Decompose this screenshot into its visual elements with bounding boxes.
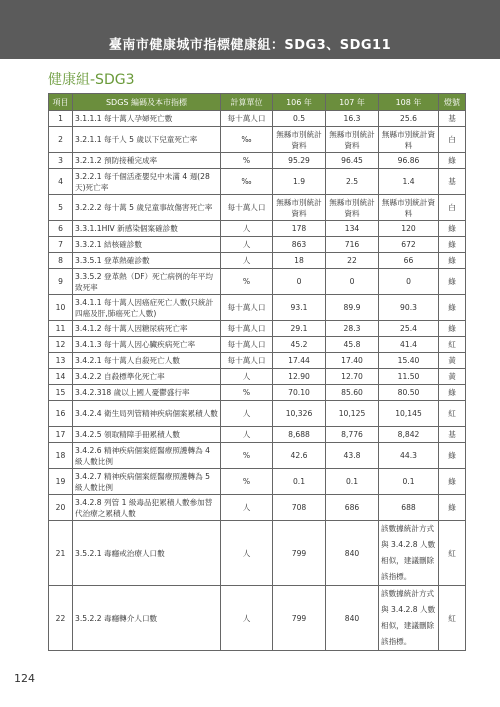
unit-cell: 每十萬人口 — [221, 321, 273, 337]
year-108-cell: 80.50 — [379, 385, 439, 401]
year-108-cell: 11.50 — [379, 369, 439, 385]
row-number: 7 — [49, 237, 73, 253]
table-row — [49, 521, 466, 586]
row-number: 14 — [49, 369, 73, 385]
indicator-cell: 3.2.1.1 每千人 5 歲以下兒童死亡率 — [73, 127, 221, 153]
year-108-cell: 25.6 — [379, 111, 439, 127]
signal-cell: 綠 — [439, 495, 466, 521]
indicator-cell: 3.4.2.6 精神疾病個案經醫療照護轉為 4 級人數比例 — [73, 443, 221, 469]
table-row — [49, 127, 466, 153]
signal-cell: 綠 — [439, 295, 466, 321]
row-number: 3 — [49, 153, 73, 169]
year-107-cell: 10,125 — [326, 401, 379, 427]
row-number: 21 — [49, 521, 73, 586]
table-row — [49, 295, 466, 321]
signal-cell: 綠 — [439, 221, 466, 237]
table-row — [49, 337, 466, 353]
year-107-cell: 686 — [326, 495, 379, 521]
row-number: 15 — [49, 385, 73, 401]
signal-cell: 綠 — [439, 385, 466, 401]
signal-cell: 紅 — [439, 586, 466, 651]
row-number: 10 — [49, 295, 73, 321]
indicator-cell: 3.3.5.2 登革熱（DF）死亡病例的年平均致死率 — [73, 269, 221, 295]
year-107-cell: 840 — [326, 521, 379, 586]
signal-cell: 綠 — [439, 237, 466, 253]
unit-cell: 人 — [221, 237, 273, 253]
page-title: 臺南市健康城市指標健康組：SDG3、SDG11 — [108, 38, 392, 53]
unit-cell: 人 — [221, 521, 273, 586]
table-row — [49, 153, 466, 169]
unit-cell: 每十萬人口 — [221, 295, 273, 321]
row-number: 8 — [49, 253, 73, 269]
unit-cell: % — [221, 469, 273, 495]
year-107-cell: 89.9 — [326, 295, 379, 321]
table-row — [49, 237, 466, 253]
indicator-table — [48, 93, 466, 651]
indicator-cell: 3.4.2.5 領取精障手冊累積人數 — [73, 427, 221, 443]
year-106-cell: 178 — [273, 221, 326, 237]
year-108-cell: 96.86 — [379, 153, 439, 169]
indicator-cell: 3.4.2.4 衛生局列管精神疾病個案累積人數 — [73, 401, 221, 427]
year-108-cell: 25.4 — [379, 321, 439, 337]
year-107-cell: 28.3 — [326, 321, 379, 337]
indicator-cell: 3.4.2.1 每十萬人自殺死亡人數 — [73, 353, 221, 369]
row-number: 13 — [49, 353, 73, 369]
row-number: 19 — [49, 469, 73, 495]
row-number: 5 — [49, 195, 73, 221]
year-106-cell: 93.1 — [273, 295, 326, 321]
year-106-cell: 8,688 — [273, 427, 326, 443]
year-106-cell: 95.29 — [273, 153, 326, 169]
year-107-cell: 716 — [326, 237, 379, 253]
year-107-cell: 17.40 — [326, 353, 379, 369]
row-number: 9 — [49, 269, 73, 295]
year-107-cell: 無縣市別統計資料 — [326, 127, 379, 153]
unit-cell: 每十萬人口 — [221, 353, 273, 369]
year-108-cell: 90.3 — [379, 295, 439, 321]
year-106-cell: 無縣市別統計資料 — [273, 195, 326, 221]
year-107-cell: 43.8 — [326, 443, 379, 469]
row-number: 11 — [49, 321, 73, 337]
year-107-cell: 8,776 — [326, 427, 379, 443]
section-title: 健康組-SDG3 — [48, 72, 135, 88]
page-number: 124 — [14, 672, 35, 685]
row-number: 22 — [49, 586, 73, 651]
indicator-cell: 3.3.2.1 結核確診數 — [73, 237, 221, 253]
unit-cell: 人 — [221, 427, 273, 443]
signal-cell: 綠 — [439, 153, 466, 169]
unit-cell: 每十萬人口 — [221, 195, 273, 221]
table-row — [49, 269, 466, 295]
indicator-cell: 3.2.2.1 每千個活產嬰兒中未滿 4 週(28 天)死亡率 — [73, 169, 221, 195]
year-108-cell: 8,842 — [379, 427, 439, 443]
unit-cell: 人 — [221, 401, 273, 427]
year-108-cell: 66 — [379, 253, 439, 269]
year-108-cell: 1.4 — [379, 169, 439, 195]
year-107-cell: 840 — [326, 586, 379, 651]
year-106-cell: 12.90 — [273, 369, 326, 385]
row-number: 18 — [49, 443, 73, 469]
year-107-cell: 2.5 — [326, 169, 379, 195]
table-row — [49, 169, 466, 195]
row-number: 17 — [49, 427, 73, 443]
table-row — [49, 221, 466, 237]
indicator-cell: 3.3.1.1HIV 新感染個案確診數 — [73, 221, 221, 237]
year-106-cell: 29.1 — [273, 321, 326, 337]
year-107-cell: 16.3 — [326, 111, 379, 127]
row-number: 16 — [49, 401, 73, 427]
indicator-cell: 3.4.2.2 自殺標準化死亡率 — [73, 369, 221, 385]
signal-cell: 基 — [439, 111, 466, 127]
year-108-cell: 10,145 — [379, 401, 439, 427]
year-106-cell: 70.10 — [273, 385, 326, 401]
table-row — [49, 427, 466, 443]
table-row — [49, 385, 466, 401]
indicator-cell: 3.4.1.1 每十萬人因癌症死亡人數(只統計四癌及肝,肺癌死亡人數) — [73, 295, 221, 321]
header-cell: 106 年 — [273, 94, 326, 111]
unit-cell: 人 — [221, 253, 273, 269]
year-108-cell: 15.40 — [379, 353, 439, 369]
signal-cell: 綠 — [439, 443, 466, 469]
table-row — [49, 353, 466, 369]
year-108-cell: 672 — [379, 237, 439, 253]
indicator-cell: 3.5.2.1 毒癮戒治療人口數 — [73, 521, 221, 586]
indicator-cell: 3.5.2.2 毒癮轉介人口數 — [73, 586, 221, 651]
indicator-cell: 3.2.1.2 預防接種完成率 — [73, 153, 221, 169]
table-row — [49, 469, 466, 495]
signal-cell: 白 — [439, 195, 466, 221]
header-cell: 項目 — [49, 94, 73, 111]
year-107-cell: 無縣市別統計資料 — [326, 195, 379, 221]
year-107-cell: 12.70 — [326, 369, 379, 385]
unit-cell: 每十萬人口 — [221, 337, 273, 353]
year-106-cell: 42.6 — [273, 443, 326, 469]
page-header — [0, 0, 500, 59]
signal-cell: 黃 — [439, 369, 466, 385]
indicator-cell: 3.4.1.3 每十萬人因心臟疾病死亡率 — [73, 337, 221, 353]
unit-cell: ‰ — [221, 127, 273, 153]
header-cell: 計算單位 — [221, 94, 273, 111]
year-106-cell: 799 — [273, 586, 326, 651]
header-cell: 燈號 — [439, 94, 466, 111]
indicator-cell: 3.2.2.2 每十萬 5 歲兒童事故傷害死亡率 — [73, 195, 221, 221]
signal-cell: 黃 — [439, 353, 466, 369]
year-108-cell: 0 — [379, 269, 439, 295]
signal-cell: 綠 — [439, 269, 466, 295]
year-108-cell: 無縣市別統計資料 — [379, 195, 439, 221]
year-107-cell: 96.45 — [326, 153, 379, 169]
year-106-cell: 10,326 — [273, 401, 326, 427]
unit-cell: % — [221, 153, 273, 169]
unit-cell: % — [221, 385, 273, 401]
year-108-cell: 該數據統計方式與 3.4.2.8 人數相似，建議刪除該指標。 — [379, 521, 439, 586]
signal-cell: 綠 — [439, 253, 466, 269]
year-107-cell: 134 — [326, 221, 379, 237]
year-106-cell: 18 — [273, 253, 326, 269]
signal-cell: 白 — [439, 127, 466, 153]
year-106-cell: 無縣市別統計資料 — [273, 127, 326, 153]
year-107-cell: 22 — [326, 253, 379, 269]
header-cell: 107 年 — [326, 94, 379, 111]
unit-cell: 每十萬人口 — [221, 111, 273, 127]
row-number: 20 — [49, 495, 73, 521]
year-106-cell: 0 — [273, 269, 326, 295]
year-106-cell: 0.1 — [273, 469, 326, 495]
table-header-row — [49, 94, 466, 111]
year-108-cell: 0.1 — [379, 469, 439, 495]
table-row — [49, 253, 466, 269]
unit-cell: ‰ — [221, 169, 273, 195]
unit-cell: 人 — [221, 586, 273, 651]
row-number: 1 — [49, 111, 73, 127]
indicator-cell: 3.4.2.7 精神疾病個案經醫療照護轉為 5 級人數比例 — [73, 469, 221, 495]
row-number: 12 — [49, 337, 73, 353]
table-row — [49, 495, 466, 521]
header-cell: 108 年 — [379, 94, 439, 111]
signal-cell: 綠 — [439, 321, 466, 337]
year-106-cell: 708 — [273, 495, 326, 521]
year-108-cell: 44.3 — [379, 443, 439, 469]
year-106-cell: 0.5 — [273, 111, 326, 127]
row-number: 4 — [49, 169, 73, 195]
signal-cell: 紅 — [439, 401, 466, 427]
year-108-cell: 688 — [379, 495, 439, 521]
indicator-cell: 3.3.5.1 登革熱確診數 — [73, 253, 221, 269]
signal-cell: 基 — [439, 169, 466, 195]
year-107-cell: 0 — [326, 269, 379, 295]
row-number: 2 — [49, 127, 73, 153]
year-106-cell: 799 — [273, 521, 326, 586]
table-row — [49, 111, 466, 127]
unit-cell: % — [221, 269, 273, 295]
year-107-cell: 85.60 — [326, 385, 379, 401]
unit-cell: 人 — [221, 369, 273, 385]
indicator-cell: 3.4.1.2 每十萬人因糖尿病死亡率 — [73, 321, 221, 337]
year-107-cell: 45.8 — [326, 337, 379, 353]
year-108-cell: 41.4 — [379, 337, 439, 353]
row-number: 6 — [49, 221, 73, 237]
year-106-cell: 863 — [273, 237, 326, 253]
table-row — [49, 321, 466, 337]
indicator-cell: 3.1.1.1 每十萬人孕婦死亡數 — [73, 111, 221, 127]
unit-cell: % — [221, 443, 273, 469]
header-cell: SDGS 編碼及本市指標 — [73, 94, 221, 111]
year-106-cell: 45.2 — [273, 337, 326, 353]
unit-cell: 人 — [221, 221, 273, 237]
table-row — [49, 586, 466, 651]
table-row — [49, 195, 466, 221]
year-108-cell: 120 — [379, 221, 439, 237]
signal-cell: 紅 — [439, 337, 466, 353]
year-106-cell: 17.44 — [273, 353, 326, 369]
year-108-cell: 該數據統計方式與 3.4.2.8 人數相似，建議刪除該指標。 — [379, 586, 439, 651]
unit-cell: 人 — [221, 495, 273, 521]
table-row — [49, 443, 466, 469]
year-108-cell: 無縣市別統計資料 — [379, 127, 439, 153]
signal-cell: 基 — [439, 427, 466, 443]
table-row — [49, 401, 466, 427]
indicator-cell: 3.4.2.318 歲以上國人憂鬱盛行率 — [73, 385, 221, 401]
year-107-cell: 0.1 — [326, 469, 379, 495]
table-row — [49, 369, 466, 385]
signal-cell: 綠 — [439, 469, 466, 495]
indicator-cell: 3.4.2.8 列管 1 級毒品犯累積人數參加替代治療之累積人數 — [73, 495, 221, 521]
signal-cell: 紅 — [439, 521, 466, 586]
year-106-cell: 1.9 — [273, 169, 326, 195]
